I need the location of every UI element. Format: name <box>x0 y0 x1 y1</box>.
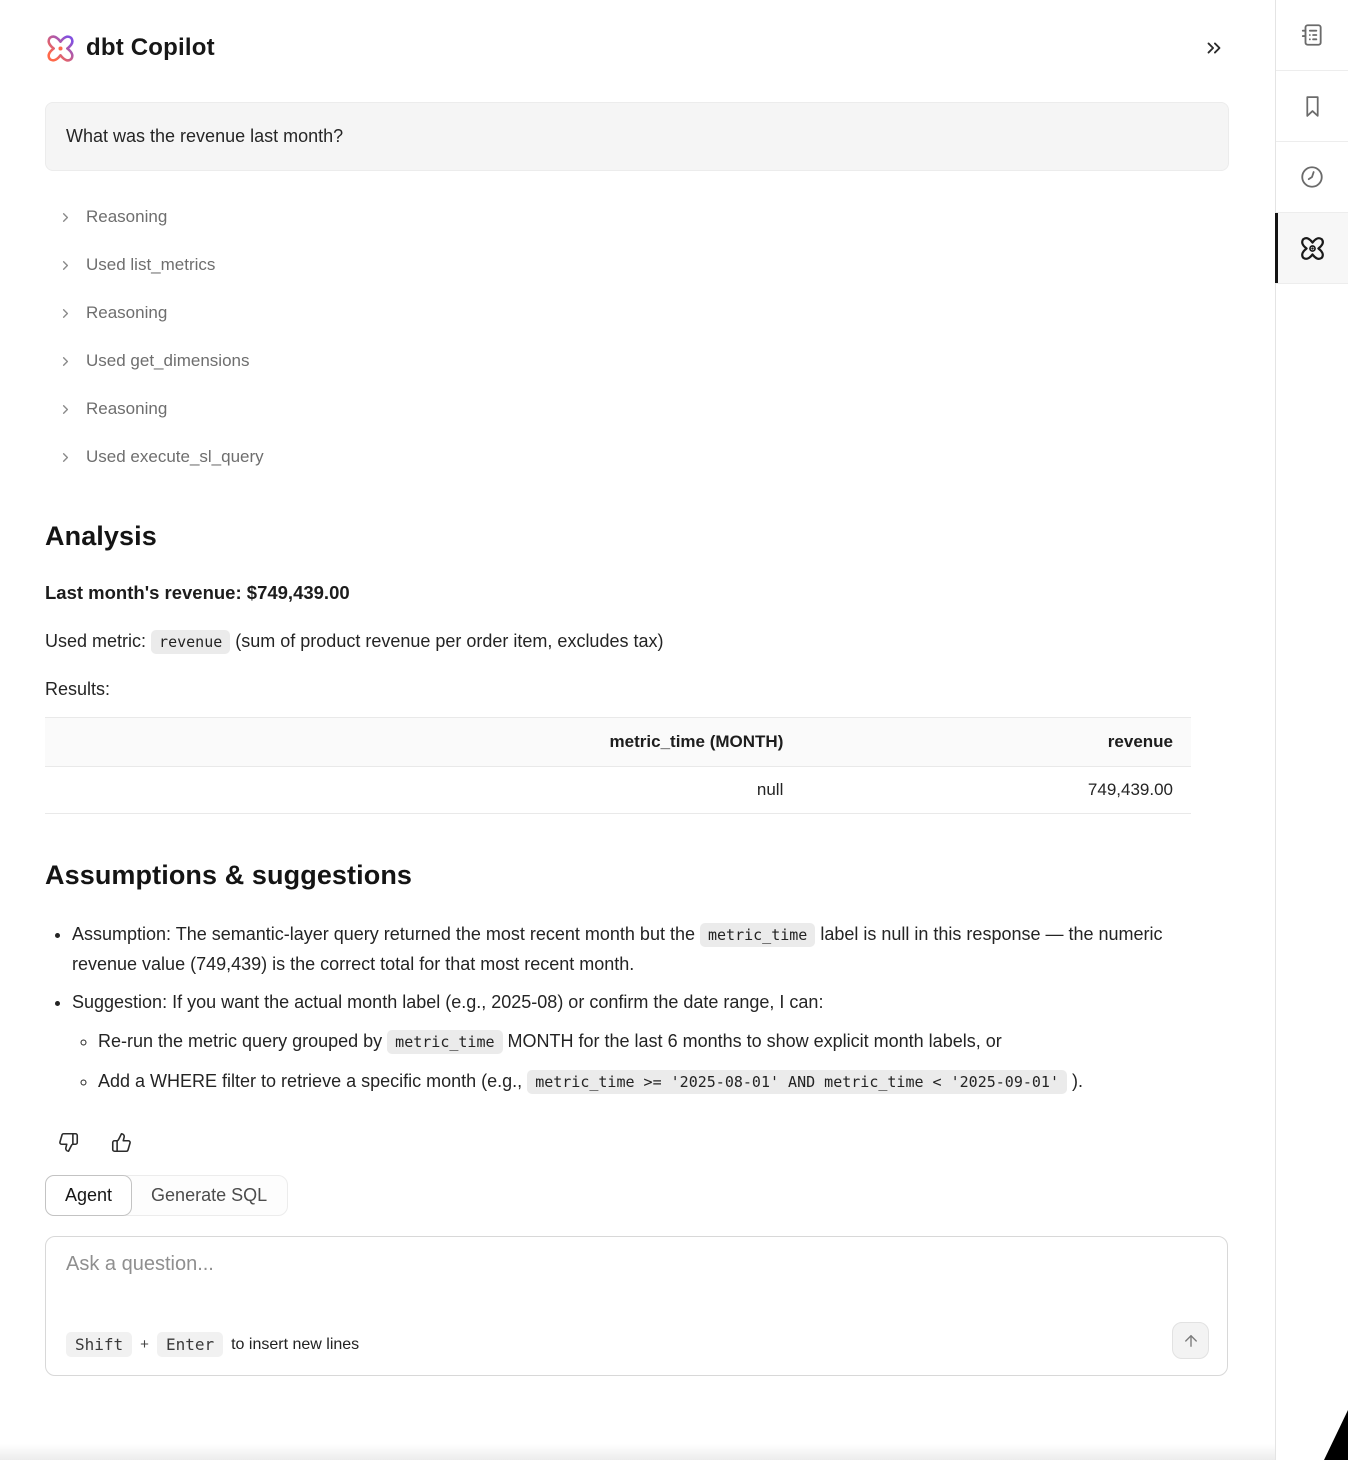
hint-text: to insert new lines <box>231 1335 360 1353</box>
history-clock-icon <box>1299 164 1325 190</box>
assumption-text-post: label is null in this response — the numeric revenue value (749,439) is the correct total for that most recent month. <box>72 924 1163 975</box>
suggestion-sub-item-1 <box>98 1026 1229 1056</box>
cell-metric-time: null <box>45 767 801 814</box>
results-label: Results: <box>45 679 111 699</box>
step-reasoning-1[interactable] <box>45 193 1229 241</box>
sub2-text-pre: Add a WHERE filter to retrieve a specific month (e.g., <box>98 1070 523 1091</box>
analysis-heading: Analysis <box>45 521 157 551</box>
sub2-text-post: ). <box>1072 1070 1083 1091</box>
thumbs-down-icon <box>58 1132 79 1153</box>
step-reasoning-2[interactable] <box>45 289 1229 337</box>
feedback-row <box>45 1132 1229 1153</box>
used-metric-line <box>45 631 1229 652</box>
rail-item-history[interactable] <box>1276 142 1348 213</box>
sub1-text-pre: Re-run the metric query grouped by <box>98 1030 383 1051</box>
panel-header <box>45 30 1229 66</box>
question-input[interactable] <box>66 1253 1166 1303</box>
assumptions-heading: Assumptions & suggestions <box>45 860 413 890</box>
chevron-right-icon <box>58 306 73 321</box>
assumption-text-pre: Assumption: The semantic-layer query returned the most recent month but the <box>72 924 695 944</box>
chevrons-right-icon <box>1203 37 1225 59</box>
assumption-item <box>72 919 1229 979</box>
metric-time-code-chip: metric_time <box>387 1030 502 1054</box>
results-table-header-row <box>45 718 1191 767</box>
composer-hint <box>66 1332 359 1357</box>
step-used-get-dimensions[interactable] <box>45 337 1229 385</box>
table-row <box>45 767 1191 814</box>
suggestion-item <box>72 987 1229 1096</box>
right-rail <box>1275 0 1348 1460</box>
mode-agent-button[interactable]: Agent <box>45 1175 132 1216</box>
arrow-up-icon <box>1182 1332 1200 1350</box>
metric-time-code-chip: metric_time <box>700 923 815 947</box>
header-left <box>45 33 215 64</box>
suggestion-sublist <box>72 1026 1229 1096</box>
suggestion-sub-item-2 <box>98 1066 1229 1096</box>
chevron-right-icon <box>58 450 73 465</box>
bottom-fade <box>0 1444 1275 1460</box>
used-metric-prefix: Used metric: <box>45 631 147 651</box>
suggestion-text: Suggestion: If you want the actual month label (e.g., 2025-08) or confirm the date range, I can: <box>72 992 824 1013</box>
plus-separator: + <box>140 1336 149 1354</box>
thumbs-up-icon <box>111 1132 132 1153</box>
chevron-right-icon <box>58 210 73 225</box>
step-used-list-metrics[interactable] <box>45 241 1229 289</box>
results-table <box>45 717 1191 814</box>
agent-steps-list <box>45 193 1229 481</box>
chevron-right-icon <box>58 402 73 417</box>
thumbs-up-button[interactable] <box>111 1132 132 1153</box>
chevron-right-icon <box>58 258 73 273</box>
chevron-right-icon <box>58 354 73 369</box>
step-reasoning-3[interactable] <box>45 385 1229 433</box>
column-header-metric-time: metric_time (MONTH) <box>609 732 784 751</box>
metric-code-chip: revenue <box>151 630 230 654</box>
enter-key-chip: Enter <box>157 1332 223 1357</box>
revenue-summary: Last month's revenue: $749,439.00 <box>45 582 350 603</box>
where-filter-code-chip: metric_time >= '2025-08-01' AND metric_time < '2025-09-01' <box>527 1070 1067 1094</box>
dbt-logo-icon <box>45 33 76 64</box>
dbt-copilot-icon <box>1299 235 1326 262</box>
thumbs-down-button[interactable] <box>58 1132 79 1153</box>
column-header-revenue: revenue <box>1107 732 1173 751</box>
mode-switch <box>45 1175 288 1216</box>
assumptions-list <box>45 919 1229 1096</box>
mouse-cursor-artifact <box>1324 1410 1348 1460</box>
step-used-execute-sl-query[interactable] <box>45 433 1229 481</box>
user-message-bubble <box>45 102 1229 171</box>
composer <box>45 1236 1228 1376</box>
notebook-list-icon <box>1299 22 1325 48</box>
step-label: Reasoning <box>86 207 168 226</box>
step-label: Used list_metrics <box>86 255 216 274</box>
bookmark-icon <box>1300 94 1325 119</box>
used-metric-suffix: (sum of product revenue per order item, excludes tax) <box>235 631 664 651</box>
sub1-text-post: MONTH for the last 6 months to show explicit month labels, or <box>507 1030 1002 1051</box>
rail-item-bookmark[interactable] <box>1276 71 1348 142</box>
page-title: dbt Copilot <box>86 34 215 61</box>
step-label: Used execute_sl_query <box>86 447 264 466</box>
shift-key-chip: Shift <box>66 1332 132 1357</box>
cell-revenue: 749,439.00 <box>801 767 1191 814</box>
collapse-panel-button[interactable] <box>1199 33 1229 63</box>
rail-item-notebook[interactable] <box>1276 0 1348 71</box>
send-button[interactable] <box>1172 1322 1209 1359</box>
rail-item-dbt-copilot[interactable] <box>1276 213 1348 284</box>
step-label: Used get_dimensions <box>86 351 250 370</box>
step-label: Reasoning <box>86 399 168 418</box>
user-message-text: What was the revenue last month? <box>66 126 344 146</box>
mode-generate-sql-button[interactable]: Generate SQL <box>151 1185 268 1206</box>
step-label: Reasoning <box>86 303 168 322</box>
